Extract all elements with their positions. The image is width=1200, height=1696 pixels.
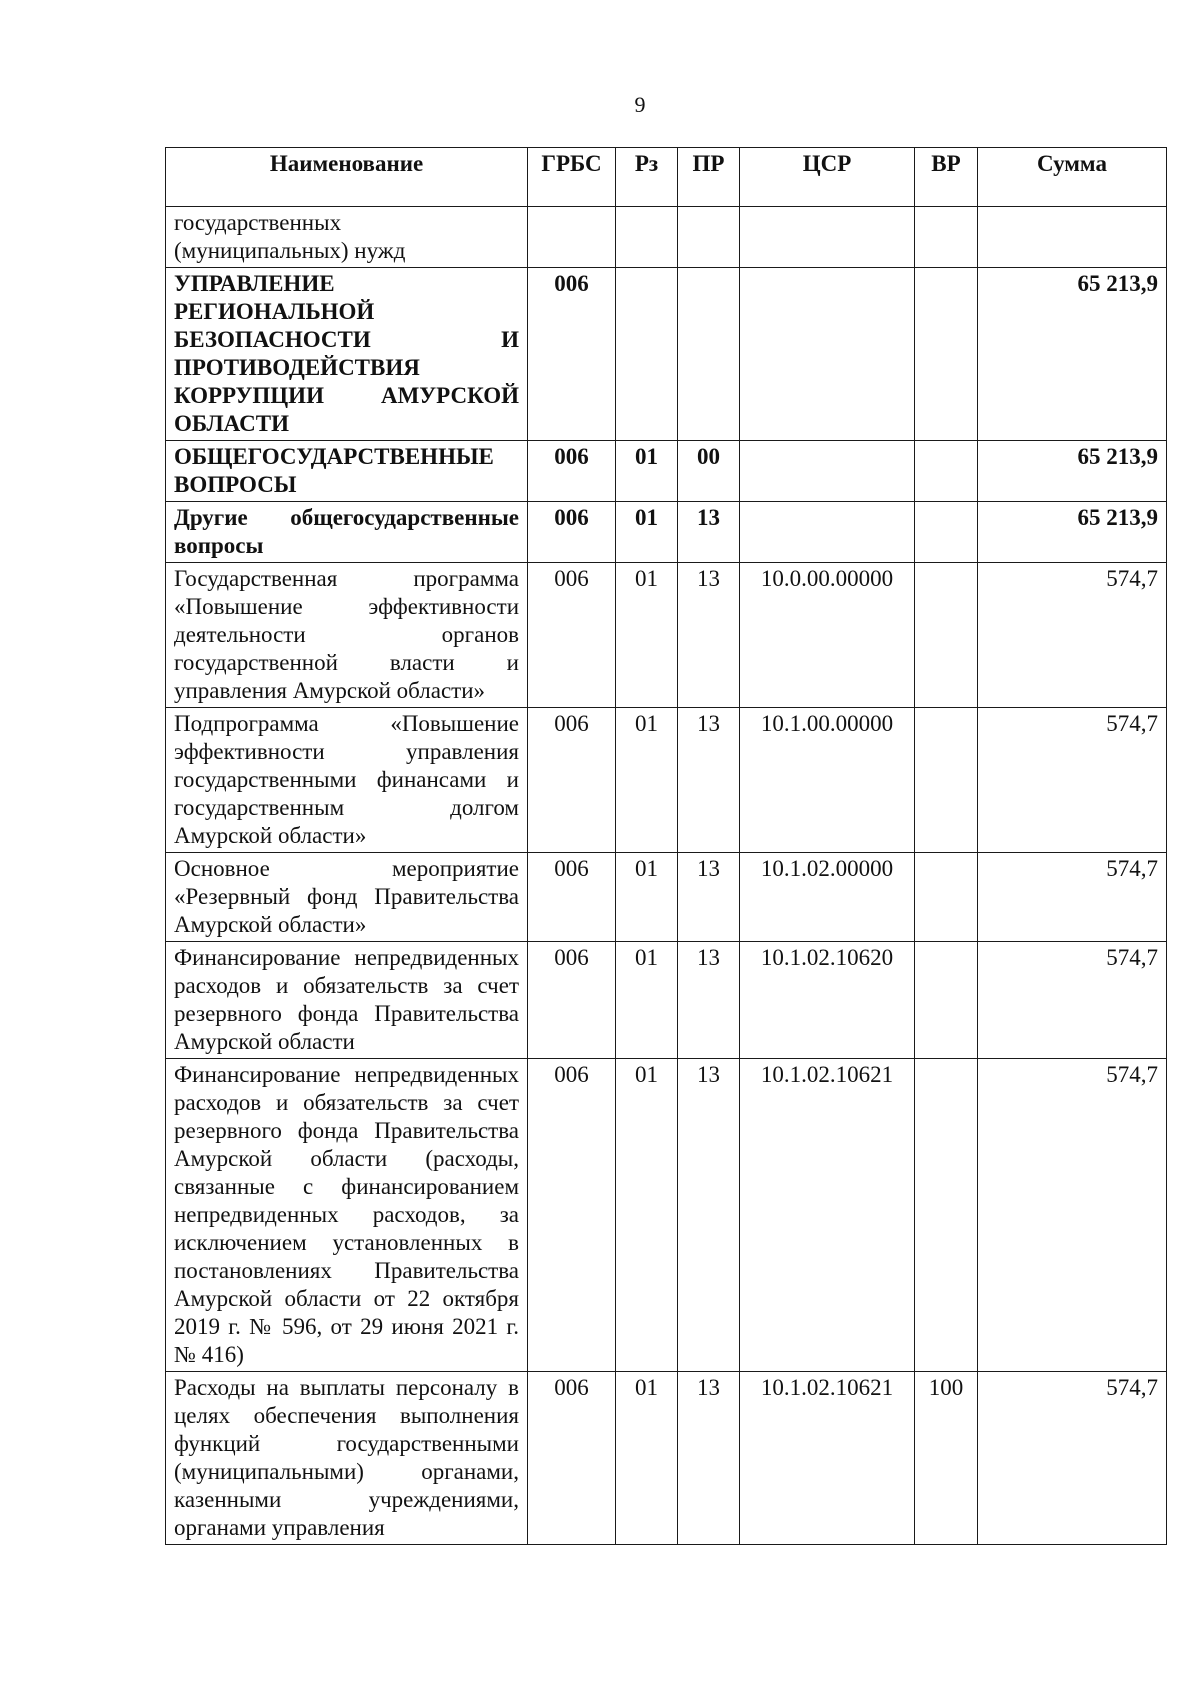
table-row xyxy=(166,502,1167,563)
row-pr: 13 xyxy=(678,708,740,853)
row-csr: 10.1.02.10620 xyxy=(740,942,915,1059)
row-csr: 10.1.02.10621 xyxy=(740,1059,915,1372)
row-sum: 65 213,9 xyxy=(978,268,1167,441)
row-vr xyxy=(915,563,978,708)
row-csr xyxy=(740,441,915,502)
row-name: Финансирование непредвиденных расходов и обязательств за счет резервного фонда Правительства Амурской области (расходы, связанные с финансированием непредвиденных расходов, за исключением установленных в постановлениях Правительства Амурской области от 22 октября 2019 г. № 596, от 29 июня 2021 г. № 416) xyxy=(166,1059,528,1372)
row-sum xyxy=(978,207,1167,268)
row-rz: 01 xyxy=(616,708,678,853)
row-vr xyxy=(915,942,978,1059)
row-sum: 574,7 xyxy=(978,853,1167,942)
row-grbs xyxy=(528,207,616,268)
row-name: Другие общегосударственные вопросы xyxy=(166,502,528,563)
table-row xyxy=(166,708,1167,853)
row-vr xyxy=(915,1059,978,1372)
row-rz: 01 xyxy=(616,1372,678,1545)
row-grbs: 006 xyxy=(528,563,616,708)
header-pr: ПР xyxy=(678,148,740,207)
row-pr: 13 xyxy=(678,502,740,563)
row-pr: 13 xyxy=(678,1372,740,1545)
row-vr: 100 xyxy=(915,1372,978,1545)
row-grbs: 006 xyxy=(528,441,616,502)
row-sum: 574,7 xyxy=(978,708,1167,853)
row-name: государственных (муниципальных) нужд xyxy=(166,207,528,268)
row-rz: 01 xyxy=(616,502,678,563)
row-vr xyxy=(915,441,978,502)
row-name: Подпрограмма «Повышение эффективности управления государственными финансами и государственным долгом Амурской области» xyxy=(166,708,528,853)
row-rz: 01 xyxy=(616,441,678,502)
row-pr xyxy=(678,207,740,268)
budget-table xyxy=(165,147,1167,1545)
row-vr xyxy=(915,207,978,268)
header-vr: ВР xyxy=(915,148,978,207)
row-csr: 10.1.02.10621 xyxy=(740,1372,915,1545)
row-csr: 10.1.00.00000 xyxy=(740,708,915,853)
row-pr: 00 xyxy=(678,441,740,502)
row-pr: 13 xyxy=(678,1059,740,1372)
header-csr: ЦСР xyxy=(740,148,915,207)
row-grbs: 006 xyxy=(528,708,616,853)
row-name: ОБЩЕГОСУДАРСТВЕННЫЕ ВОПРОСЫ xyxy=(166,441,528,502)
row-sum: 574,7 xyxy=(978,1372,1167,1545)
header-grbs: ГРБС xyxy=(528,148,616,207)
row-vr xyxy=(915,708,978,853)
row-sum: 574,7 xyxy=(978,563,1167,708)
header-sum: Сумма xyxy=(978,148,1167,207)
row-pr: 13 xyxy=(678,563,740,708)
row-name: УПРАВЛЕНИЕ РЕГИОНАЛЬНОЙ БЕЗОПАСНОСТИ И ПРОТИВОДЕЙСТВИЯ КОРРУПЦИИ АМУРСКОЙ ОБЛАСТИ xyxy=(166,268,528,441)
row-vr xyxy=(915,268,978,441)
row-csr xyxy=(740,502,915,563)
row-sum: 65 213,9 xyxy=(978,441,1167,502)
page-number: 9 xyxy=(634,92,646,117)
row-pr: 13 xyxy=(678,853,740,942)
table-header-row xyxy=(166,148,1167,207)
row-sum: 574,7 xyxy=(978,942,1167,1059)
row-name: Финансирование непредвиденных расходов и обязательств за счет резервного фонда Правительства Амурской области xyxy=(166,942,528,1059)
table-row xyxy=(166,942,1167,1059)
table-row xyxy=(166,1059,1167,1372)
row-csr xyxy=(740,268,915,441)
row-csr: 10.1.02.00000 xyxy=(740,853,915,942)
row-rz xyxy=(616,268,678,441)
header-rz: Рз xyxy=(616,148,678,207)
row-name: Расходы на выплаты персоналу в целях обеспечения выполнения функций государственными (муниципальными) органами, казенными учреждениями, органами управления xyxy=(166,1372,528,1545)
row-rz: 01 xyxy=(616,942,678,1059)
row-name: Основное мероприятие «Резервный фонд Правительства Амурской области» xyxy=(166,853,528,942)
table-row xyxy=(166,563,1167,708)
row-grbs: 006 xyxy=(528,1372,616,1545)
row-csr: 10.0.00.00000 xyxy=(740,563,915,708)
table-row xyxy=(166,441,1167,502)
row-pr xyxy=(678,268,740,441)
row-grbs: 006 xyxy=(528,942,616,1059)
row-csr xyxy=(740,207,915,268)
row-grbs: 006 xyxy=(528,268,616,441)
header-name: Наименование xyxy=(166,148,528,207)
row-rz xyxy=(616,207,678,268)
row-sum: 65 213,9 xyxy=(978,502,1167,563)
row-grbs: 006 xyxy=(528,1059,616,1372)
row-rz: 01 xyxy=(616,563,678,708)
row-rz: 01 xyxy=(616,1059,678,1372)
row-sum: 574,7 xyxy=(978,1059,1167,1372)
row-vr xyxy=(915,502,978,563)
table-row xyxy=(166,207,1167,268)
table-row xyxy=(166,268,1167,441)
table-row xyxy=(166,1372,1167,1545)
row-pr: 13 xyxy=(678,942,740,1059)
row-name: Государственная программа «Повышение эффективности деятельности органов государственной власти и управления Амурской области» xyxy=(166,563,528,708)
row-rz: 01 xyxy=(616,853,678,942)
row-grbs: 006 xyxy=(528,853,616,942)
row-vr xyxy=(915,853,978,942)
table-row xyxy=(166,853,1167,942)
row-grbs: 006 xyxy=(528,502,616,563)
